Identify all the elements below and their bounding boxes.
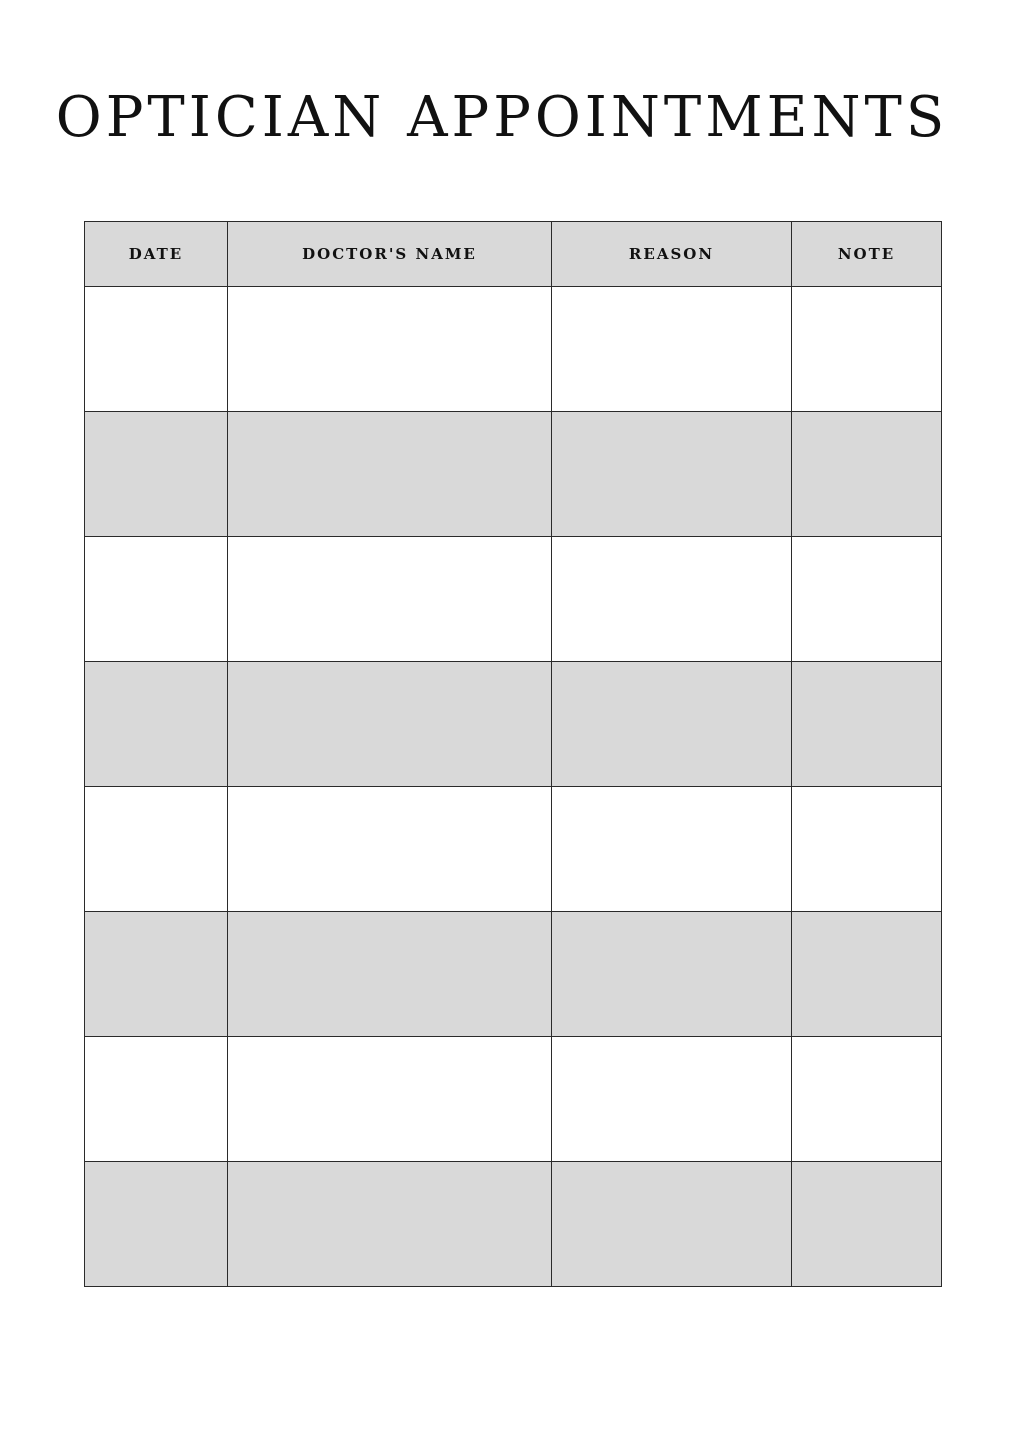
note-cell[interactable] <box>792 287 942 412</box>
date-cell[interactable] <box>85 287 228 412</box>
note-cell[interactable] <box>792 1037 942 1162</box>
column-header-doctors-name: DOCTOR'S NAME <box>228 222 552 287</box>
column-header-note: NOTE <box>792 222 942 287</box>
table-row <box>85 912 942 1037</box>
reason-cell[interactable] <box>552 1162 792 1287</box>
reason-cell[interactable] <box>552 537 792 662</box>
appointments-table <box>84 221 942 1287</box>
table-header-row <box>85 222 942 287</box>
reason-cell[interactable] <box>552 787 792 912</box>
doctors-name-cell[interactable] <box>228 287 552 412</box>
date-cell[interactable] <box>85 1037 228 1162</box>
reason-cell[interactable] <box>552 412 792 537</box>
note-cell[interactable] <box>792 1162 942 1287</box>
doctors-name-cell[interactable] <box>228 1037 552 1162</box>
date-cell[interactable] <box>85 1162 228 1287</box>
reason-cell[interactable] <box>552 287 792 412</box>
doctors-name-cell[interactable] <box>228 662 552 787</box>
doctors-name-cell[interactable] <box>228 1162 552 1287</box>
note-cell[interactable] <box>792 912 942 1037</box>
doctors-name-cell[interactable] <box>228 537 552 662</box>
reason-cell[interactable] <box>552 912 792 1037</box>
table-row <box>85 1037 942 1162</box>
doctors-name-cell[interactable] <box>228 787 552 912</box>
date-cell[interactable] <box>85 412 228 537</box>
date-cell[interactable] <box>85 662 228 787</box>
table-row <box>85 1162 942 1287</box>
date-cell[interactable] <box>85 537 228 662</box>
note-cell[interactable] <box>792 537 942 662</box>
table-row <box>85 412 942 537</box>
note-cell[interactable] <box>792 787 942 912</box>
table-row <box>85 287 942 412</box>
table-row <box>85 787 942 912</box>
reason-cell[interactable] <box>552 662 792 787</box>
table-row <box>85 537 942 662</box>
doctors-name-cell[interactable] <box>228 412 552 537</box>
doctors-name-cell[interactable] <box>228 912 552 1037</box>
page-title: OPTICIAN APPOINTMENTS <box>55 85 949 150</box>
date-cell[interactable] <box>85 787 228 912</box>
table-row <box>85 662 942 787</box>
date-cell[interactable] <box>85 912 228 1037</box>
column-header-reason: REASON <box>552 222 792 287</box>
note-cell[interactable] <box>792 412 942 537</box>
reason-cell[interactable] <box>552 1037 792 1162</box>
column-header-date: DATE <box>85 222 228 287</box>
note-cell[interactable] <box>792 662 942 787</box>
